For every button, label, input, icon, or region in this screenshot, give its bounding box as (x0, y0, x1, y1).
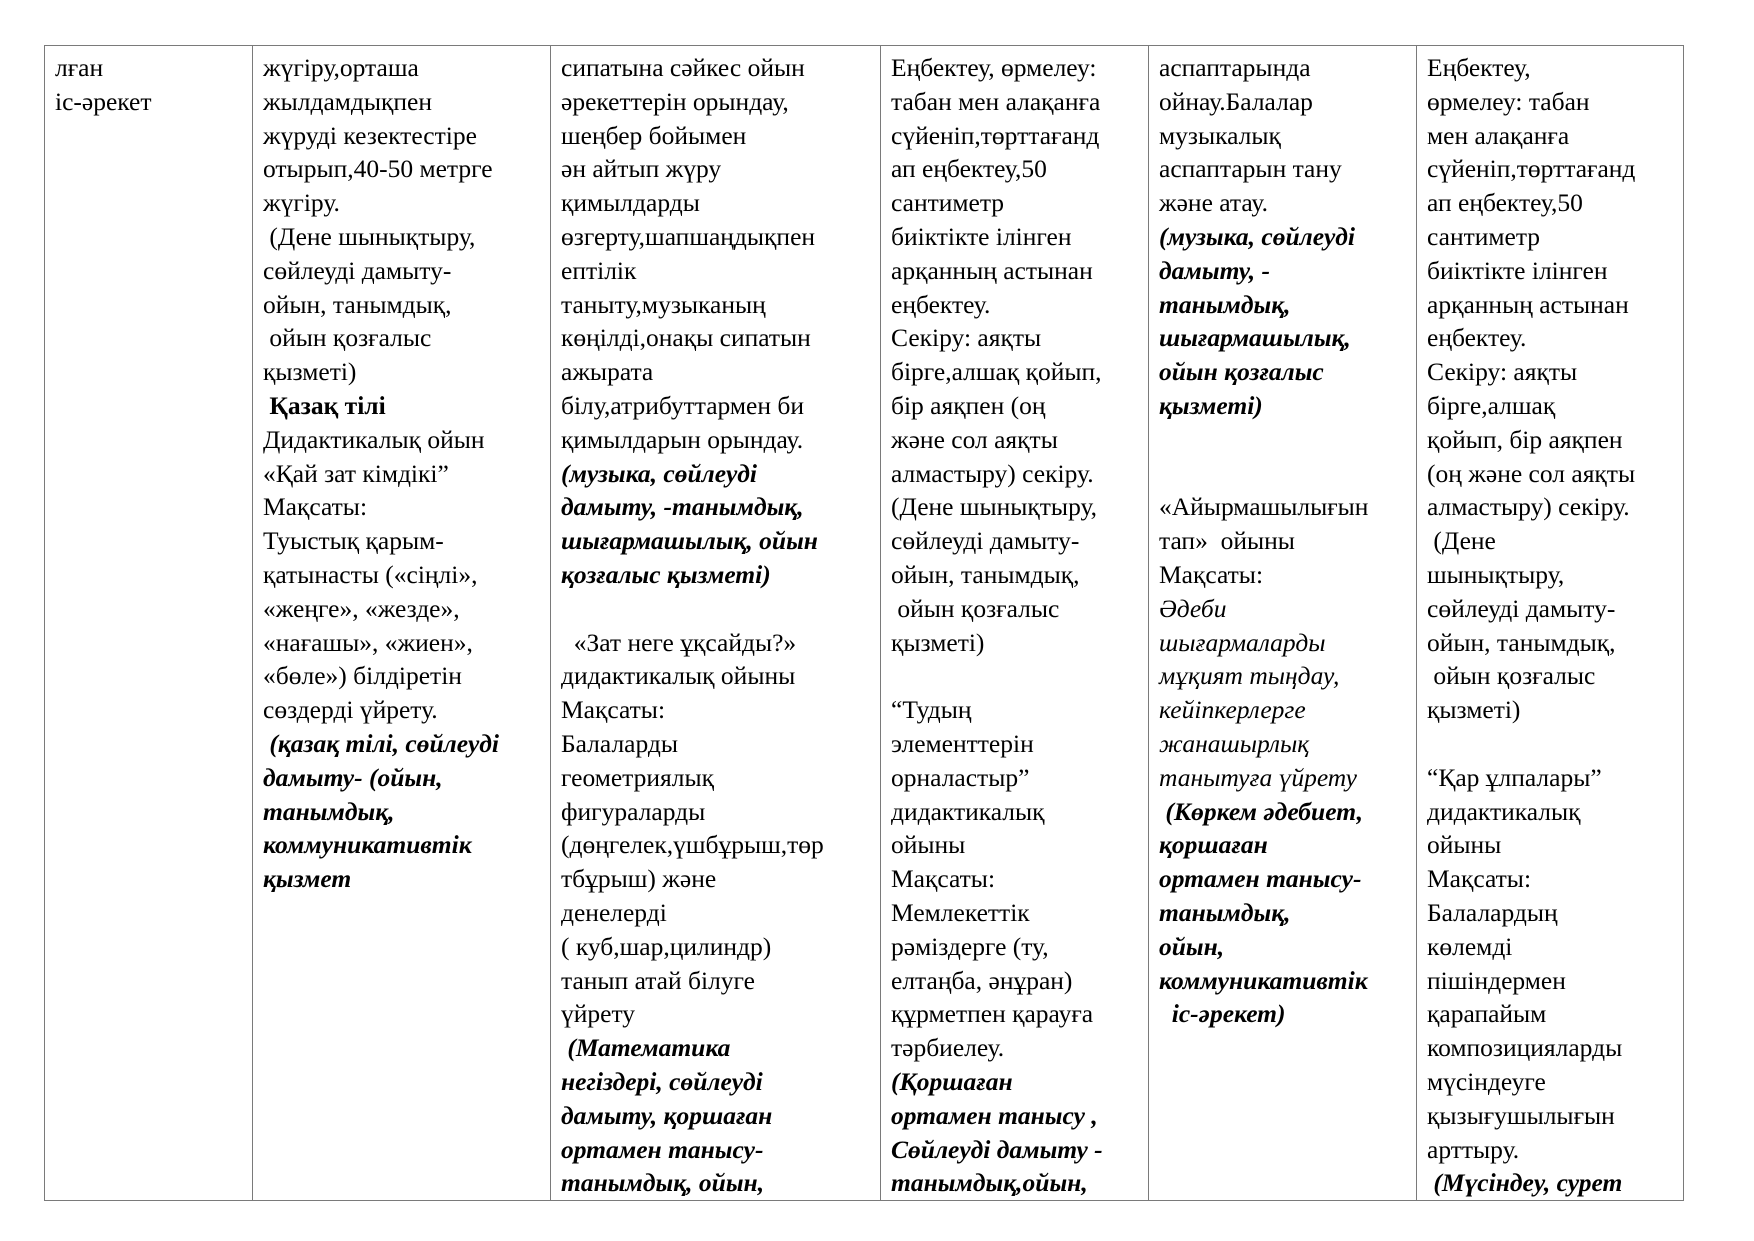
cell-text-line: дамыту, қоршаған (561, 1100, 773, 1130)
cell-day-4 (1149, 46, 1417, 1201)
cell-text-line: ойыны (891, 830, 966, 860)
cell-text-line: ажырата (561, 357, 654, 387)
cell-text-line: қызметі) (263, 357, 357, 387)
cell-text-line: ортамен танысу- (1159, 864, 1362, 894)
cell-text-line: дамыту, - (1159, 255, 1271, 285)
cell-text-line: ойын, танымдық, (891, 559, 1080, 589)
cell-text-line: танымдық,ойын, (891, 1168, 1088, 1198)
cell-text-line: сөйлеуді дамыту- (891, 526, 1080, 556)
cell-text-line: қойып, бір аяқпен (1427, 424, 1623, 454)
cell-text-line: мүсіндеуге (1427, 1066, 1546, 1096)
cell-text-line: композицияларды (1427, 1033, 1623, 1063)
cell-text-line: сөйлеуді дамыту- (263, 255, 452, 285)
cell-activity-type (45, 46, 253, 1201)
cell-text-line: сөздерді үйрету. (263, 695, 438, 725)
cell-text-line: жанашырлық (1159, 728, 1310, 758)
cell-text-line: (Мүсіндеу, сурет (1427, 1168, 1623, 1198)
cell-text-line: Балаларды (561, 728, 679, 758)
cell-text-line: «Зат неге ұқсайды?» (561, 627, 797, 657)
cell-text-line: ойын қозғалыс (891, 593, 1060, 623)
table-row (45, 46, 1684, 1201)
cell-text-line: әрекеттерін орындау, (561, 86, 789, 116)
cell-text-line: Туыстық қарым- (263, 526, 444, 556)
cell-day-1 (253, 46, 551, 1201)
cell-text-line: лған (55, 53, 104, 82)
cell-text-line: қызметі) (1427, 695, 1521, 725)
cell-text-line: сүйеніп,төрттағанд (1427, 154, 1636, 184)
cell-text-line: коммуникативтік (1159, 965, 1368, 995)
cell-text-line: шығармаларды (1159, 627, 1326, 657)
cell-text-line: «Қай зат кімдікі” (263, 458, 449, 488)
cell-text-line: шығармашылық, (1159, 323, 1351, 353)
cell-text-line: Мақсаты: (891, 864, 996, 894)
cell-text-line: сантиметр (891, 188, 1005, 218)
cell-text-line: Балалардың (1427, 897, 1558, 927)
cell-text-line: қызметі) (891, 627, 985, 657)
cell-text-line: табан мен алақанға (891, 86, 1101, 116)
cell-text-line: арттыру. (1427, 1134, 1520, 1164)
cell-text-line: танымдық, (263, 796, 395, 826)
cell-text-line: ортамен танысу , (891, 1100, 1098, 1130)
cell-text-line: өзгерту,шапшаңдықпен (561, 221, 816, 251)
cell-text-line: (Көркем әдебиет, (1159, 796, 1364, 826)
cell-text-line: Секіру: аяқты (891, 323, 1042, 353)
cell-text-line: қызығушылығын (1427, 1100, 1615, 1130)
cell-text-line: (дөңгелек,үшбұрыш,төр (561, 830, 824, 860)
cell-text-line: ( куб,шар,цилиндр) (561, 931, 772, 961)
cell-text-line (891, 659, 1138, 693)
cell-text-line: еңбектеу. (891, 289, 991, 319)
cell-text-line: ойын, (1159, 931, 1225, 961)
cell-text-line: үйрету (561, 999, 636, 1029)
cell-text-line: өрмелеу: табан (1427, 86, 1590, 116)
cell-text-line: (Қоршаған (891, 1066, 1013, 1096)
cell-text-line: негіздері, сөйлеуді (561, 1066, 763, 1096)
cell-day-3 (881, 46, 1149, 1201)
cell-text-line: және сол аяқты (891, 424, 1058, 454)
cell-text-line: сипатына сәйкес ойын (561, 53, 805, 82)
cell-text-line: ойын қозғалыс (1427, 661, 1596, 691)
cell-text-line: ептілік (561, 255, 637, 285)
cell-text-line: (музыка, сөйлеуді (1159, 221, 1356, 251)
cell-text-line: элементтерін (891, 728, 1034, 758)
cell-text-line: елтаңба, әнұран) (891, 965, 1073, 995)
cell-text-line: және атау. (1159, 188, 1268, 218)
cell-text-line: дидактикалық (891, 796, 1045, 826)
cell-text-line: аспаптарын тану (1159, 154, 1342, 184)
cell-text-line: ортамен танысу- (561, 1134, 764, 1164)
cell-text-line: көңілді,онақы сипатын (561, 323, 811, 353)
cell-text-line: Мақсаты: (561, 695, 666, 725)
cell-text-line: Сөйлеуді дамыту - (891, 1134, 1103, 1164)
cell-text-line: жүгіру,орташа (263, 53, 419, 82)
cell-text-line: танымдық, (1159, 289, 1291, 319)
cell-text-line: Мақсаты: (263, 492, 368, 522)
cell-text-line: алмастыру) секіру. (1427, 492, 1630, 522)
cell-text-line: рәміздерге (ту, (891, 931, 1049, 961)
cell-text-line: іс-әрекет) (1159, 999, 1286, 1029)
cell-day-5 (1417, 46, 1684, 1201)
cell-text-line: құрметпен қарауға (891, 999, 1094, 1029)
cell-text-line: ойнау.Балалар (1159, 86, 1313, 116)
cell-text-line: Қазақ тілі (263, 390, 386, 420)
cell-text-line: тәрбиелеу. (891, 1033, 1005, 1063)
cell-text-line: жүруді кезектестіре (263, 120, 477, 150)
cell-text-line: Мақсаты: (1159, 559, 1264, 589)
cell-text-line: білу,атрибуттармен би (561, 390, 804, 420)
cell-text-line: кейіпкерлерге (1159, 695, 1306, 725)
cell-text-line: (музыка, сөйлеуді (561, 458, 758, 488)
cell-text-line: «бөле») білдіретін (263, 661, 462, 691)
cell-text-line: еңбектеу. (1427, 323, 1527, 353)
cell-text-line: мұқият тыңдау, (1159, 661, 1340, 691)
cell-text-line: дидактикалық ойыны (561, 661, 796, 691)
cell-text-line: ойын қозғалыс (1159, 357, 1324, 387)
cell-text-line (1159, 423, 1406, 457)
cell-text-line: геометриялық (561, 762, 714, 792)
cell-text-line: бірге,алшақ (1427, 390, 1556, 420)
cell-text-line: Еңбектеу, өрмелеу: (891, 53, 1097, 82)
cell-text-line: ап еңбектеу,50 (891, 154, 1047, 184)
cell-text-line: “Тудың (891, 695, 972, 725)
cell-text-line (561, 592, 870, 626)
cell-text-line: «нағашы», «жиен», (263, 627, 473, 657)
cell-text-line: музыкалық (1159, 120, 1281, 150)
cell-text-line: ән айтып жүру (561, 154, 722, 184)
cell-text-line: танымдық, (1159, 897, 1291, 927)
cell-text-line: биіктікте ілінген (891, 221, 1072, 251)
cell-text-line: қызмет (263, 864, 352, 894)
cell-text-line: (Дене (1427, 526, 1496, 556)
cell-text-line: Мақсаты: (1427, 864, 1532, 894)
cell-text-line: қимылдарын орындау. (561, 424, 804, 454)
cell-text-line: бір аяқпен (оң (891, 390, 1046, 420)
cell-text-line: отырып,40-50 метрге (263, 154, 493, 184)
cell-text-line: шынықтыру, (1427, 559, 1565, 589)
cell-text-line: биіктікте ілінген (1427, 255, 1608, 285)
cell-text-line: Мемлекеттік (891, 897, 1030, 927)
cell-text-line: көлемді (1427, 931, 1513, 961)
cell-text-line: қимылдарды (561, 188, 700, 218)
cell-text-line: жүгіру. (263, 188, 340, 218)
cell-text-line: (оң және сол аяқты (1427, 458, 1636, 488)
cell-text-line: (Математика (561, 1033, 731, 1063)
cell-day-2 (551, 46, 881, 1201)
cell-text-line: Әдеби (1159, 593, 1227, 623)
cell-text-line: сантиметр (1427, 221, 1541, 251)
cell-text-line: танып атай білуге (561, 965, 756, 995)
cell-text-line: ойын, танымдық, (1427, 627, 1616, 657)
cell-text-line: танытуға үйрету (1159, 762, 1357, 792)
cell-text-line: жылдамдықпен (263, 86, 433, 116)
cell-text-line (1427, 727, 1673, 761)
cell-text-line: шығармашылық, ойын (561, 526, 818, 556)
cell-text-line: қоршаған (1159, 830, 1268, 860)
cell-text-line: (қазақ тілі, сөйлеуді (263, 728, 500, 758)
cell-text-line: ап еңбектеу,50 (1427, 188, 1583, 218)
cell-text-line: “Қар ұлпалары” (1427, 762, 1602, 792)
cell-text-line: қатынасты («сіңлі», (263, 559, 478, 589)
cell-text-line: аспаптарында (1159, 53, 1311, 82)
cell-text-line: таныту,музыканың (561, 289, 766, 319)
cell-text-line: коммуникативтік (263, 830, 472, 860)
cell-text-line: сүйеніп,төрттағанд (891, 120, 1100, 150)
cell-text-line: Еңбектеу, (1427, 53, 1531, 82)
cell-text-line: танымдық, ойын, (561, 1168, 765, 1198)
cell-text-line: бірге,алшақ қойып, (891, 357, 1102, 387)
cell-text-line: дамыту- (ойын, (263, 762, 443, 792)
cell-text-line: шеңбер бойымен (561, 120, 747, 150)
cell-text-line: тбұрыш) және (561, 864, 717, 894)
cell-text-line (1159, 457, 1406, 491)
cell-text-line: қызметі) (1159, 390, 1263, 420)
cell-text-line: фигураларды (561, 796, 706, 826)
cell-text-line: ойыны (1427, 830, 1502, 860)
cell-text-line: ойын қозғалыс (263, 323, 432, 353)
cell-text-line: арқанның астынан (1427, 289, 1629, 319)
activity-plan-table (44, 45, 1684, 1201)
cell-text-line: ойын, танымдық, (263, 289, 452, 319)
cell-text-line: пішіндермен (1427, 965, 1566, 995)
cell-text-line: денелерді (561, 897, 667, 927)
cell-text-line: (Дене шынықтыру, (891, 492, 1098, 522)
cell-text-line: қозғалыс қызметі) (561, 559, 771, 589)
cell-text-line: «Айырмашылығын (1159, 492, 1369, 522)
cell-text-line: мен алақанға (1427, 120, 1570, 150)
cell-text-line: Секіру: аяқты (1427, 357, 1578, 387)
cell-text-line: тап» ойыны (1159, 526, 1295, 556)
cell-text-line: «жеңге», «жезде», (263, 593, 460, 623)
cell-text-line: орналастыр” (891, 762, 1030, 792)
cell-text-line: қарапайым (1427, 999, 1547, 1029)
cell-text-line: дидактикалық (1427, 796, 1581, 826)
cell-text-line: сөйлеуді дамыту- (1427, 593, 1616, 623)
cell-text-line: іс-әрекет (55, 86, 152, 116)
cell-text-line: дамыту, -танымдық, (561, 492, 804, 522)
cell-text-line: арқанның астынан (891, 255, 1093, 285)
cell-text-line: Дидактикалық ойын (263, 424, 485, 454)
cell-text-line: алмастыру) секіру. (891, 458, 1094, 488)
cell-text-line: (Дене шынықтыру, (263, 221, 476, 251)
